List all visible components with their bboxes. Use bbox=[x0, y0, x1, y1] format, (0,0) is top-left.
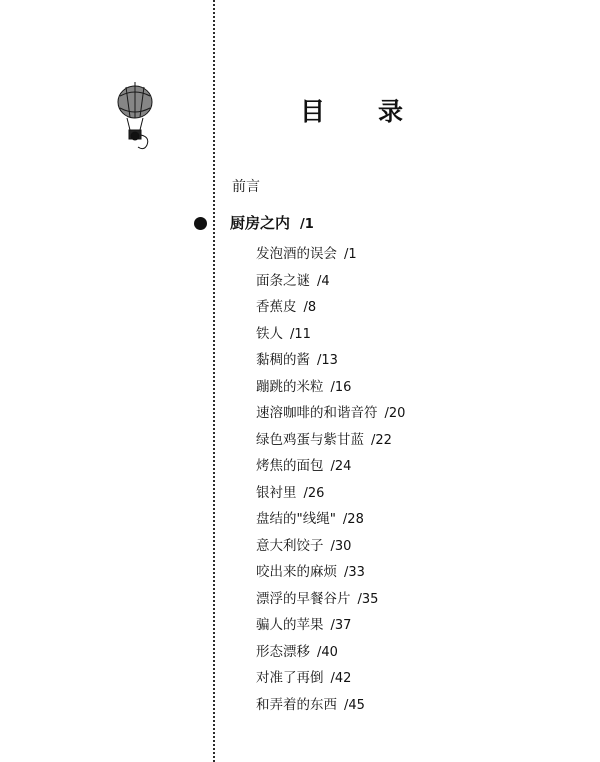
toc-entry-page: /26 bbox=[303, 485, 325, 501]
list-item[interactable] bbox=[232, 537, 572, 554]
toc-entry-page: /35 bbox=[357, 591, 379, 607]
list-item[interactable] bbox=[232, 619, 572, 633]
toc-entry-page: /13 bbox=[317, 353, 338, 368]
toc-entry-label: 发泡酒的误会 bbox=[256, 246, 337, 262]
toc-entry-page: /30 bbox=[330, 538, 352, 554]
toc-entry-label: 烤焦的面包 bbox=[256, 458, 324, 474]
toc-entry-page: /4 bbox=[317, 273, 330, 289]
toc-entry-label: 黏稠的酱 bbox=[256, 352, 310, 368]
toc-entry-page: /45 bbox=[344, 697, 365, 713]
toc-entry-page: /11 bbox=[290, 326, 311, 342]
toc-entry-label: 意大利饺子 bbox=[256, 537, 324, 554]
toc-entry-page: /40 bbox=[317, 644, 338, 660]
list-item[interactable] bbox=[232, 566, 572, 580]
toc-entry-label: 铁人 bbox=[256, 325, 283, 342]
toc-section-page: /1 bbox=[300, 217, 314, 232]
list-item[interactable] bbox=[232, 272, 572, 289]
list-item[interactable] bbox=[232, 378, 572, 395]
list-item[interactable] bbox=[232, 590, 572, 607]
toc-entry-page: /37 bbox=[330, 618, 352, 633]
list-item[interactable] bbox=[232, 643, 572, 660]
toc-entry-preface[interactable] bbox=[232, 180, 572, 194]
toc-entry-label: 和弄着的东西 bbox=[256, 696, 337, 713]
toc-entry-page: /1 bbox=[344, 247, 357, 262]
list-item[interactable] bbox=[232, 325, 572, 342]
toc-entry-page: /42 bbox=[330, 671, 352, 686]
list-item[interactable] bbox=[232, 513, 572, 527]
list-item[interactable] bbox=[232, 696, 572, 713]
toc-entry-label: 咬出来的麻烦 bbox=[256, 564, 337, 580]
list-item[interactable] bbox=[232, 301, 572, 315]
list-item[interactable] bbox=[232, 484, 572, 501]
toc-entry-page: /33 bbox=[344, 565, 365, 580]
toc-entry-page: /8 bbox=[303, 300, 317, 315]
toc-entry-label: 速溶咖啡的和谐音符 bbox=[256, 405, 378, 421]
toc-entry-label: 对准了再倒 bbox=[256, 670, 324, 686]
list-item[interactable] bbox=[232, 407, 572, 421]
section-bullet-icon bbox=[194, 217, 207, 230]
list-item[interactable] bbox=[232, 672, 572, 686]
toc-entry-label: 漂浮的早餐谷片 bbox=[256, 590, 351, 607]
toc-entry-page: /24 bbox=[330, 459, 352, 474]
toc-entry-label: 前言 bbox=[232, 179, 260, 195]
toc-entry-page: /28 bbox=[342, 512, 364, 527]
toc-section-label: 厨房之内 bbox=[230, 214, 291, 232]
toc-entry-label: 香蕉皮 bbox=[256, 299, 297, 315]
list-item[interactable] bbox=[232, 431, 572, 448]
vertical-dotted-divider bbox=[213, 0, 215, 762]
toc-entry-section[interactable] bbox=[232, 216, 572, 231]
toc-entry-label: 绿色鸡蛋与紫甘蓝 bbox=[256, 431, 364, 448]
toc-entry-label: 银衬里 bbox=[256, 484, 297, 501]
toc-entry-page: /16 bbox=[330, 379, 352, 395]
list-item[interactable] bbox=[232, 354, 572, 368]
list-item[interactable] bbox=[232, 460, 572, 474]
toc-entry-label: 骗人的苹果 bbox=[256, 617, 324, 633]
toc-entry-page: /22 bbox=[371, 432, 392, 448]
page-title: 目 录 bbox=[300, 97, 418, 126]
list-item[interactable] bbox=[232, 248, 572, 262]
toc-entries bbox=[232, 180, 572, 725]
toc-entry-label: 蹦跳的米粒 bbox=[256, 378, 324, 395]
toc-entry-label: 盘结的"线绳" bbox=[256, 511, 336, 527]
toc-entry-page: /20 bbox=[384, 406, 406, 421]
hot-air-balloon-icon bbox=[104, 78, 166, 156]
toc-entry-label: 形态漂移 bbox=[256, 643, 310, 660]
toc-entry-label: 面条之谜 bbox=[256, 272, 310, 289]
